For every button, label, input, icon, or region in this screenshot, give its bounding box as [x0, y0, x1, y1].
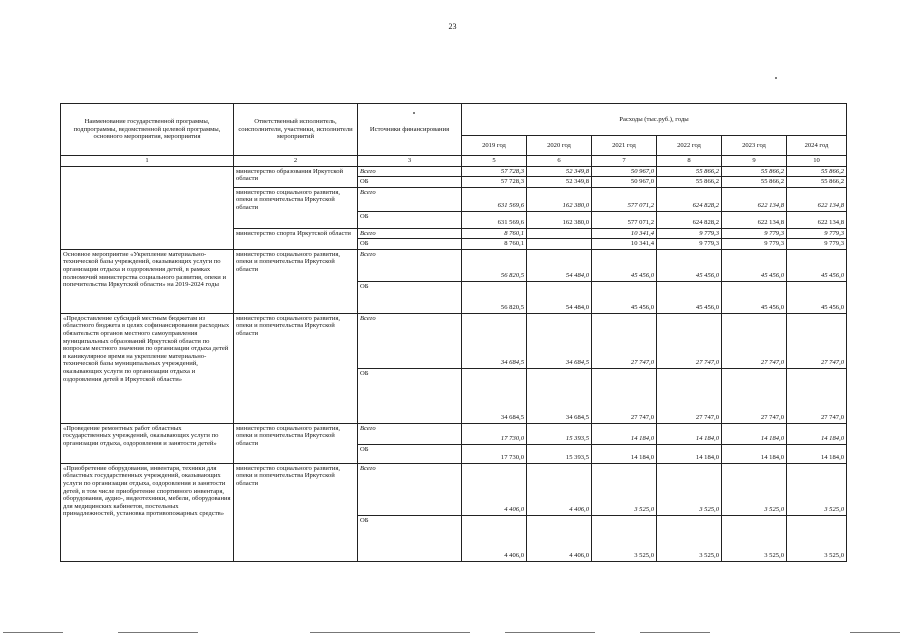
amount-cell: 3 525,0 [722, 463, 787, 515]
amount-cell: 3 525,0 [657, 463, 722, 515]
amount-cell: 8 760,1 [462, 228, 527, 239]
amount-cell: 3 525,0 [592, 463, 657, 515]
amount-cell: 631 569,6 [462, 187, 527, 211]
amount-cell: 577 071,2 [592, 187, 657, 211]
amount-cell: 27 747,0 [787, 368, 847, 423]
amount-cell: 14 184,0 [592, 444, 657, 463]
measure-name: Основное мероприятие «Укрепление материально-технической базы учреждений, оказывающих услуги по организации отдыха и оздоровления детей, в рамках полномочий министерства социального развития, опеки и попечительства Иркутской области» на 2019-2024 годы [61, 249, 234, 313]
amount-cell: 27 747,0 [657, 313, 722, 368]
amount-cell: 14 184,0 [657, 444, 722, 463]
funding-source: ОБ [358, 177, 462, 188]
amount-cell: 45 456,0 [722, 281, 787, 313]
table-row [61, 463, 847, 515]
year-header: 2022 год [657, 136, 722, 156]
year-header: 2023 год [722, 136, 787, 156]
amount-cell: 3 525,0 [592, 515, 657, 561]
amount-cell: 34 684,5 [462, 313, 527, 368]
column-number: 6 [527, 156, 592, 167]
column-number: 5 [462, 156, 527, 167]
amount-cell: 27 747,0 [722, 313, 787, 368]
year-header: 2021 год [592, 136, 657, 156]
amount-cell: 624 828,2 [657, 187, 722, 211]
amount-cell: 14 184,0 [722, 444, 787, 463]
amount-cell: 162 380,0 [527, 187, 592, 211]
executor-cell: министерство социального развития, опеки и попечительства Иркутской области [234, 313, 358, 423]
amount-cell: 27 747,0 [657, 368, 722, 423]
amount-cell: 14 184,0 [787, 444, 847, 463]
amount-cell: 17 730,0 [462, 423, 527, 444]
amount-cell: 45 456,0 [787, 249, 847, 281]
amount-cell: 56 820,5 [462, 249, 527, 281]
amount-cell: 34 684,5 [462, 368, 527, 423]
amount-cell: 14 184,0 [787, 423, 847, 444]
amount-cell: 9 779,3 [787, 228, 847, 239]
funding-source: Всего [358, 166, 462, 177]
amount-cell: 56 820,5 [462, 281, 527, 313]
amount-cell: 8 760,1 [462, 239, 527, 250]
amount-cell: 17 730,0 [462, 444, 527, 463]
amount-cell: 34 684,5 [527, 368, 592, 423]
amount-cell: 15 393,5 [527, 444, 592, 463]
funding-source: ОБ [358, 211, 462, 228]
amount-cell: 10 341,4 [592, 228, 657, 239]
amount-cell: 52 349,8 [527, 177, 592, 188]
amount-cell: 57 728,3 [462, 166, 527, 177]
header-expenses: Расходы (тыс.руб.), годы [462, 104, 847, 136]
amount-cell: 622 134,8 [722, 187, 787, 211]
table-row [61, 313, 847, 368]
funding-source: ОБ [358, 368, 462, 423]
header-name: Наименование государственной программы, подпрограммы, ведомственной целевой программы, основного мероприятия, мероприятия [61, 104, 234, 156]
amount-cell [527, 228, 592, 239]
amount-cell: 45 456,0 [592, 249, 657, 281]
funding-source: Всего [358, 187, 462, 211]
amount-cell: 14 184,0 [592, 423, 657, 444]
measure-name [61, 166, 234, 249]
year-header: 2020 год [527, 136, 592, 156]
amount-cell: 3 525,0 [787, 463, 847, 515]
amount-cell: 50 967,0 [592, 166, 657, 177]
amount-cell: 14 184,0 [657, 423, 722, 444]
amount-cell: 45 456,0 [787, 281, 847, 313]
amount-cell: 3 525,0 [787, 515, 847, 561]
page-number: 23 [448, 22, 457, 31]
amount-cell: 55 866,2 [657, 177, 722, 188]
year-header: 2019 год [462, 136, 527, 156]
amount-cell: 3 525,0 [657, 515, 722, 561]
amount-cell: 45 456,0 [722, 249, 787, 281]
amount-cell: 4 406,0 [527, 463, 592, 515]
amount-cell: 4 406,0 [462, 463, 527, 515]
amount-cell: 3 525,0 [722, 515, 787, 561]
funding-source: Всего [358, 313, 462, 368]
amount-cell: 52 349,8 [527, 166, 592, 177]
amount-cell: 4 406,0 [527, 515, 592, 561]
amount-cell: 9 779,3 [722, 239, 787, 250]
amount-cell: 27 747,0 [722, 368, 787, 423]
measure-name: «Приобретение оборудования, инвентаря, техники для областных государственных учреждений, оказывающих услуги по организации отдыха, оздоровления и занятости детей, в том числе приобретение спортивного инвентаря, оборудования, аудио-, видеотехники, мебели, оборудования для медицинских кабинетов, постельных принадлежностей, установка противопожарных средств» [61, 463, 234, 561]
amount-cell: 9 779,3 [722, 228, 787, 239]
column-number: 9 [722, 156, 787, 167]
amount-cell: 622 134,8 [787, 211, 847, 228]
executor-cell: министерство социального развития, опеки и попечительства Иркутской области [234, 423, 358, 463]
amount-cell: 45 456,0 [592, 281, 657, 313]
table-row [61, 166, 847, 177]
amount-cell: 9 779,3 [787, 239, 847, 250]
budget-table [60, 103, 847, 562]
executor-cell: министерство социального развития, опеки и попечительства Иркутской области [234, 463, 358, 561]
funding-source: ОБ [358, 515, 462, 561]
amount-cell: 577 071,2 [592, 211, 657, 228]
amount-cell: 27 747,0 [787, 313, 847, 368]
amount-cell: 9 779,3 [657, 228, 722, 239]
amount-cell: 54 484,0 [527, 249, 592, 281]
amount-cell: 27 747,0 [592, 313, 657, 368]
amount-cell: 57 728,3 [462, 177, 527, 188]
amount-cell: 55 866,2 [657, 166, 722, 177]
column-number: 1 [61, 156, 234, 167]
page-edge-lines [0, 632, 905, 636]
measure-name: «Проведение ремонтных работ областных государственных учреждений, оказывающих услуги по организации отдыха, оздоровления и занятости детей» [61, 423, 234, 463]
amount-cell: 45 456,0 [657, 249, 722, 281]
amount-cell: 631 569,6 [462, 211, 527, 228]
amount-cell: 622 134,8 [722, 211, 787, 228]
column-number: 8 [657, 156, 722, 167]
amount-cell: 4 406,0 [462, 515, 527, 561]
amount-cell: 55 866,2 [787, 177, 847, 188]
funding-source: Всего [358, 249, 462, 281]
funding-source: Всего [358, 228, 462, 239]
amount-cell: 27 747,0 [592, 368, 657, 423]
scan-speck [413, 112, 415, 114]
amount-cell: 54 484,0 [527, 281, 592, 313]
column-number: 2 [234, 156, 358, 167]
executor-cell: министерство социального развития, опеки и попечительства Иркутской области [234, 187, 358, 228]
header-executor: Ответственный исполнитель, соисполнители, участники, исполнители мероприятий [234, 104, 358, 156]
column-number: 7 [592, 156, 657, 167]
amount-cell: 10 341,4 [592, 239, 657, 250]
amount-cell: 55 866,2 [787, 166, 847, 177]
column-number: 3 [358, 156, 462, 167]
header-source: Источники финансирования [358, 104, 462, 156]
amount-cell: 14 184,0 [722, 423, 787, 444]
amount-cell: 55 866,2 [722, 177, 787, 188]
scan-speck [775, 77, 777, 79]
amount-cell [527, 239, 592, 250]
amount-cell: 624 828,2 [657, 211, 722, 228]
amount-cell: 15 393,5 [527, 423, 592, 444]
funding-source: ОБ [358, 444, 462, 463]
amount-cell: 162 380,0 [527, 211, 592, 228]
amount-cell: 622 134,8 [787, 187, 847, 211]
funding-source: ОБ [358, 239, 462, 250]
table-row [61, 249, 847, 281]
measure-name: «Предоставление субсидий местным бюджетам из областного бюджета в целях софинансирования расходных обязательств органов местного самоуправления муниципальных образований Иркутской области по вопросам местного значения по организации отдыха детей в каникулярное время на укрепление материально-технической базы муниципальных учреждений, оказывающих услуги по организации отдыха и оздоровления детей в Иркутской области» [61, 313, 234, 423]
table-row [61, 423, 847, 444]
executor-cell: министерство спорта Иркутской области [234, 228, 358, 249]
amount-cell: 50 967,0 [592, 177, 657, 188]
amount-cell: 55 866,2 [722, 166, 787, 177]
amount-cell: 34 684,5 [527, 313, 592, 368]
executor-cell: министерство образования Иркутской области [234, 166, 358, 187]
year-header: 2024 год [787, 136, 847, 156]
funding-source: Всего [358, 463, 462, 515]
amount-cell: 45 456,0 [657, 281, 722, 313]
funding-source: ОБ [358, 281, 462, 313]
executor-cell: министерство социального развития, опеки и попечительства Иркутской области [234, 249, 358, 313]
amount-cell: 9 779,3 [657, 239, 722, 250]
funding-source: Всего [358, 423, 462, 444]
column-number: 10 [787, 156, 847, 167]
